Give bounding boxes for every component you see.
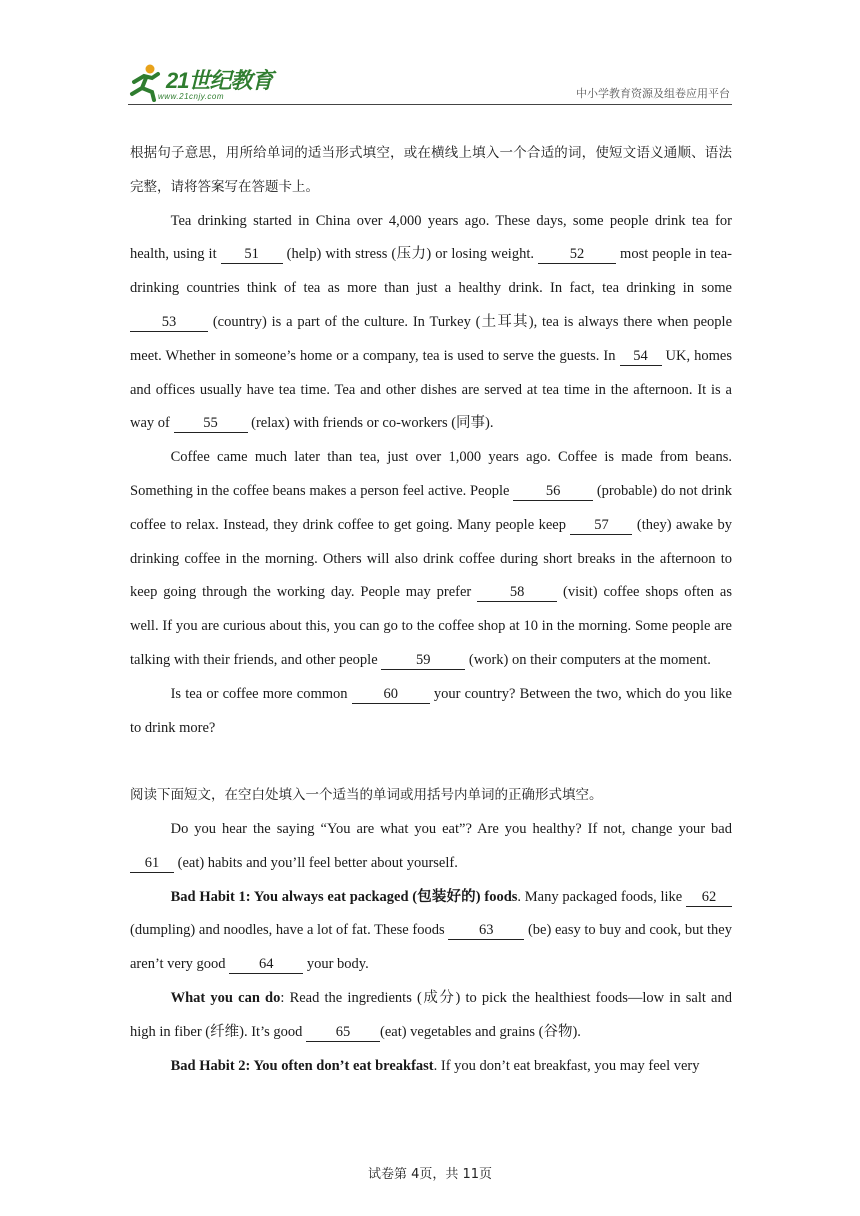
section2-paragraph-2: Bad Habit 1: You always eat packaged (包装好的) foods. Many packaged foods, like 62 (dumpling) and noodles, have a lot of fat. These foods 63 (be) easy to buy and cook, but they aren’t very good 64 your body. <box>130 888 732 973</box>
platform-label: 中小学教育资源及组卷应用平台 <box>576 87 730 100</box>
what-you-can-do-heading: What you can do <box>170 989 281 1006</box>
section2-paragraph-3: What you can do: Read the ingredients (成分) to pick the healthiest foods—low in salt and high in fiber (纤维). It’s good 65 (eat) vegetables and grains (谷物). <box>130 989 732 1040</box>
blank-59[interactable]: 59 <box>381 651 465 670</box>
blank-63[interactable]: 63 <box>448 921 524 940</box>
blank-61[interactable]: 61 <box>130 854 174 873</box>
blank-56[interactable]: 56 <box>513 482 593 501</box>
section2-instruction: 阅读下面短文，在空白处填入一个适当的单词或用括号内单词的正确形式填空。 <box>130 787 603 804</box>
section1-paragraph-3: Is tea or coffee more common 60 your country? Between the two, which do you like to drink more? <box>130 685 732 736</box>
blank-62[interactable]: 62 <box>686 888 732 907</box>
blank-55[interactable]: 55 <box>174 414 248 433</box>
blank-51[interactable]: 51 <box>221 245 283 264</box>
logo <box>128 62 278 102</box>
section1-instruction: 根据句子意思，用所给单词的适当形式填空，或在横线上填入一个合适的词，使短文语义通顺、语法完整，请将答案写在答题卡上。 <box>130 145 732 195</box>
section2-paragraph-4: Bad Habit 2: You often don’t eat breakfast. If you don’t eat breakfast, you may feel very <box>170 1057 700 1074</box>
habit-1-heading: Bad Habit 1: You always eat packaged (包装好的) foods <box>170 888 518 905</box>
section1-paragraph-2: Coffee came much later than tea, just over 1,000 years ago. Coffee is made from beans. Something in the coffee beans makes a person feel active. People 56 (probable) do not drink coffee to relax. Instead, they drink coffee to get going. Many people keep 57 (they) awake by drinking coffee in the morning. Others will also drink coffee during short breaks in the afternoon to keep going through the working day. People may prefer 58 (visit) coffee shops often as well. If you are curious about this, you can go to the coffee shop at 10 in the morning. Some people are talking with their friends, and other people 59 (work) on their computers at the moment. <box>130 449 732 668</box>
blank-58[interactable]: 58 <box>477 583 557 602</box>
logo-text: 21世纪教育 <box>166 68 273 93</box>
blank-60[interactable]: 60 <box>352 685 430 704</box>
logo-url: www.21cnjy.com <box>158 92 224 101</box>
blank-64[interactable]: 64 <box>229 955 303 974</box>
habit-2-heading: Bad Habit 2: You often don’t eat breakfast <box>170 1057 434 1074</box>
section2-paragraph-1: Do you hear the saying “You are what you eat”? Are you healthy? If not, change your bad 61 (eat) habits and you’ll feel better about yourself. <box>130 813 732 881</box>
blank-57[interactable]: 57 <box>570 516 632 535</box>
page-footer: 试卷第 4页，共 11页 <box>367 1167 493 1182</box>
blank-65[interactable]: 65 <box>306 1023 380 1042</box>
blank-52[interactable]: 52 <box>538 245 616 264</box>
section1-paragraph-1: Tea drinking started in China over 4,000 years ago. These days, some people drink tea for health, using it 51 (help) with stress (压力) or losing weight. 52 most people in tea-drinking countries think of tea as more than just a healthy drink. In fact, tea drinking in some 53 (country) is a part of the culture. In Turkey (土耳其), tea is always there when people meet. Whether in someone’s home or a company, tea is used to serve the guests. In 54 UK, homes and offices usually have tea time. Tea and other dishes are served at tea time in the afternoon. It is a way of 55 (relax) with friends or co-workers (同事). <box>130 212 732 432</box>
blank-54[interactable]: 54 <box>620 347 662 366</box>
page-content <box>130 137 732 1083</box>
section-gap <box>130 745 732 779</box>
blank-53[interactable]: 53 <box>130 313 208 332</box>
page-header <box>128 58 732 105</box>
